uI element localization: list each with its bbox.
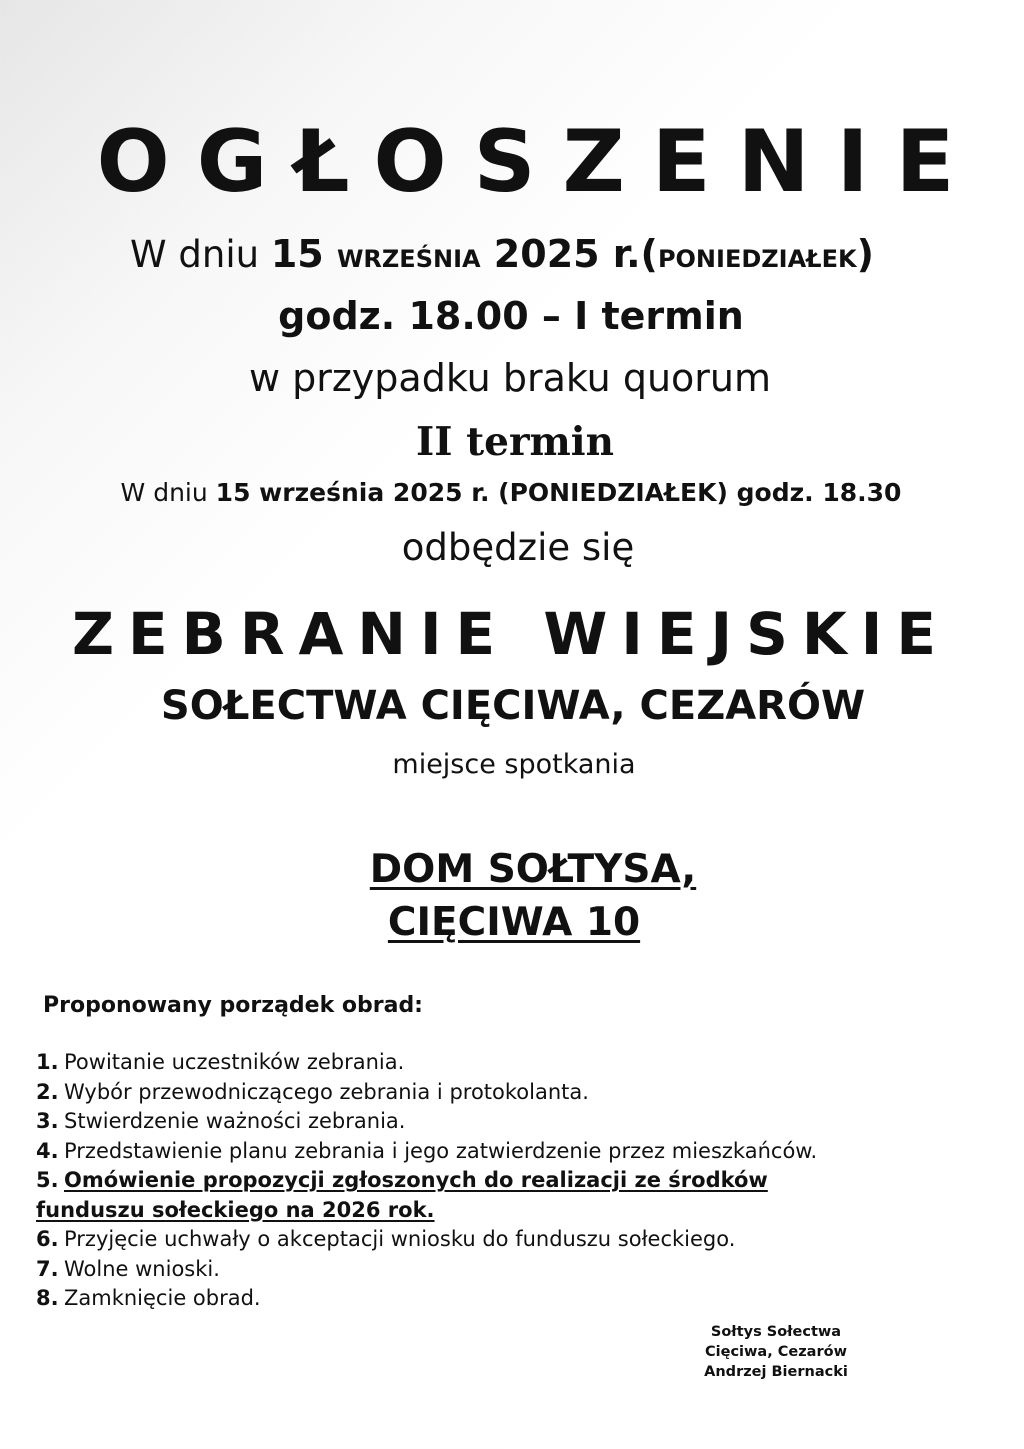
agenda-item-text: Stwierdzenie ważności zebrania. [64, 1109, 406, 1133]
agenda-item-text: Zamknięcie obrad. [64, 1286, 261, 1310]
quorum-note: w przypadku braku quorum [248, 356, 772, 400]
second-term-datetime: 15 września 2025 r. (PONIEDZIAŁEK) godz. 18.30 [215, 478, 902, 507]
date-day: 15 [270, 232, 337, 276]
will-take-place: odbędzie się [401, 526, 635, 569]
date-month: WRZEŚNIA [336, 245, 481, 273]
agenda-item [36, 1048, 817, 1078]
signature-role: Sołtys Sołectwa [710, 1324, 842, 1340]
agenda-item-number: 6. [36, 1227, 59, 1251]
date-close-paren: ) [856, 232, 874, 276]
meeting-place-label: miejsce spotkania [392, 749, 636, 780]
agenda-item-text: Omówienie propozycji zgłoszonych do realizacji ze środków [64, 1168, 768, 1192]
second-term-prefix: W dniu [120, 478, 216, 507]
agenda-item-text: Przedstawienie planu zebrania i jego zatwierdzenie przez mieszkańców. [64, 1138, 818, 1163]
date-weekday: PONIEDZIAŁEK [657, 245, 857, 273]
date-prefix: W dniu [130, 233, 271, 276]
village-heading: SOŁECTWA CIĘCIWA, CEZARÓW [160, 683, 866, 729]
agenda-item-highlighted [36, 1166, 817, 1225]
agenda-item [36, 1255, 817, 1285]
signature-village: Cięciwa, Cezarów [705, 1344, 847, 1360]
date-line-second-term [0, 478, 1023, 507]
agenda-item-text: Wolne wnioski. [64, 1256, 220, 1281]
signature-block [676, 1322, 876, 1382]
signature-name: Andrzej Biernacki [704, 1364, 848, 1380]
date-line-first-term [0, 232, 1014, 276]
agenda-title: Proponowany porządek obrad: [43, 993, 423, 1018]
agenda-item-number: 1. [36, 1050, 59, 1074]
meeting-place-address: CIĘCIWA 10 [387, 900, 641, 945]
agenda-item-number: 4. [36, 1138, 59, 1163]
agenda-item [36, 1225, 817, 1255]
announcement-title: OGŁOSZENIE [96, 112, 982, 212]
first-term-time: godz. 18.00 – I termin [278, 294, 744, 338]
agenda-item [36, 1284, 817, 1314]
agenda-item-text: Powitanie uczestników zebrania. [64, 1050, 405, 1074]
agenda-item [36, 1078, 817, 1108]
meeting-heading: ZEBRANIE WIEJSKIE [71, 600, 951, 668]
date-year: 2025 r.( [480, 232, 658, 276]
agenda-item-number: 8. [36, 1286, 59, 1310]
agenda-item [36, 1107, 817, 1137]
agenda-item-text: Przyjęcie uchwały o akceptacji wniosku do funduszu sołeckiego. [64, 1227, 736, 1251]
agenda-item-number: 2. [36, 1079, 59, 1104]
agenda-item-number: 5. [36, 1168, 59, 1192]
agenda-item-text: Wybór przewodniczącego zebrania i protokolanta. [64, 1079, 589, 1104]
agenda-item-number: 3. [36, 1109, 59, 1133]
agenda-list [36, 1048, 817, 1314]
second-term-label: II termin [416, 419, 614, 465]
agenda-item-text-continued: funduszu sołeckiego na 2026 rok. [36, 1197, 435, 1222]
agenda-item-number: 7. [36, 1256, 59, 1281]
agenda-item [36, 1137, 817, 1167]
meeting-place-name: DOM SOŁTYSA, [369, 847, 697, 892]
